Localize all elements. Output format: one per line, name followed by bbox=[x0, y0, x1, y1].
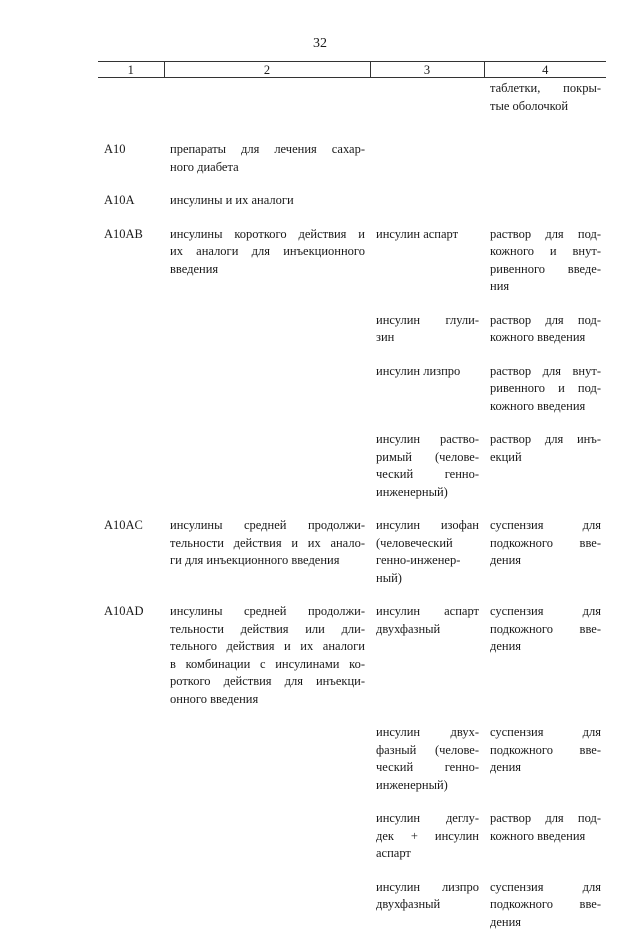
cell-line: кожного и внут- bbox=[490, 243, 601, 261]
cell-line: инсулин двух- bbox=[376, 724, 479, 742]
cell-line: дек + инсулин bbox=[376, 828, 479, 846]
dosage-form-cell bbox=[484, 501, 606, 587]
dosage-form-cell bbox=[484, 115, 606, 176]
cell-line: инсулин аспарт bbox=[376, 226, 479, 244]
cell-line: введения bbox=[170, 261, 365, 279]
drug-name-cell bbox=[370, 863, 484, 931]
cell-line: инженерный) bbox=[376, 484, 479, 502]
drug-name-cell bbox=[370, 347, 484, 416]
atc-code-cell bbox=[98, 347, 164, 416]
table-row bbox=[98, 708, 606, 794]
column-header-3: 3 bbox=[370, 62, 484, 78]
cell-line: дения bbox=[490, 638, 601, 656]
dosage-form-cell bbox=[484, 587, 606, 708]
cell-line: ный) bbox=[376, 570, 479, 588]
dosage-form-cell bbox=[484, 347, 606, 416]
table-row bbox=[98, 115, 606, 176]
table-row bbox=[98, 794, 606, 863]
cell-line: раствор для внут- bbox=[490, 363, 601, 381]
cell-line: в комбинации с инсулинами ко- bbox=[170, 656, 365, 674]
cell-line: инсулин деглу- bbox=[376, 810, 479, 828]
cell-line: раствор для под- bbox=[490, 226, 601, 244]
cell-line: препараты для лечения сахар- bbox=[170, 141, 365, 159]
table-row bbox=[98, 78, 606, 116]
dosage-form-cell bbox=[484, 708, 606, 794]
drug-name-cell bbox=[370, 210, 484, 296]
pharmacological-group-cell bbox=[164, 415, 370, 501]
pharmacological-group-cell bbox=[164, 708, 370, 794]
dosage-form-cell bbox=[484, 794, 606, 863]
column-header-1: 1 bbox=[98, 62, 164, 78]
dosage-form-cell bbox=[484, 415, 606, 501]
atc-code-cell bbox=[98, 708, 164, 794]
cell-line: кожного введения bbox=[490, 398, 601, 416]
pharmacological-group-cell bbox=[164, 176, 370, 210]
atc-code: A10AC bbox=[104, 518, 143, 532]
table-row bbox=[98, 210, 606, 296]
cell-line: ги для инъекционного введения bbox=[170, 552, 365, 570]
cell-line: инсулины средней продолжи- bbox=[170, 517, 365, 535]
drug-name-cell bbox=[370, 415, 484, 501]
cell-line: раствор для инъ- bbox=[490, 431, 601, 449]
table-row bbox=[98, 176, 606, 210]
atc-code-cell bbox=[98, 501, 164, 587]
atc-code-cell bbox=[98, 587, 164, 708]
drug-classification-table bbox=[98, 61, 606, 931]
cell-line: ческий генно- bbox=[376, 466, 479, 484]
table-row bbox=[98, 863, 606, 931]
cell-line: инсулин изофан bbox=[376, 517, 479, 535]
cell-line: их аналоги для инъекционного bbox=[170, 243, 365, 261]
table-row bbox=[98, 296, 606, 347]
atc-code: A10AB bbox=[104, 227, 143, 241]
cell-line: суспензия для bbox=[490, 603, 601, 621]
cell-line: суспензия для bbox=[490, 724, 601, 742]
pharmacological-group-cell bbox=[164, 115, 370, 176]
atc-code: A10AD bbox=[104, 604, 144, 618]
cell-line: роткого действия для инъекци- bbox=[170, 673, 365, 691]
atc-code-cell bbox=[98, 210, 164, 296]
cell-line: подкожного вве- bbox=[490, 621, 601, 639]
cell-line: инсулины и их аналоги bbox=[170, 192, 365, 210]
drug-name-cell bbox=[370, 501, 484, 587]
table-row bbox=[98, 347, 606, 416]
atc-code-cell bbox=[98, 415, 164, 501]
drug-name-cell bbox=[370, 115, 484, 176]
cell-line: инсулин лизпро bbox=[376, 879, 479, 897]
pharmacological-group-cell bbox=[164, 296, 370, 347]
cell-line: тые оболочкой bbox=[490, 98, 601, 116]
drug-name-cell bbox=[370, 794, 484, 863]
pharmacological-group-cell bbox=[164, 78, 370, 116]
cell-line: дения bbox=[490, 552, 601, 570]
cell-line: раствор для под- bbox=[490, 810, 601, 828]
cell-line: онного введения bbox=[170, 691, 365, 709]
table-row bbox=[98, 415, 606, 501]
cell-line: екций bbox=[490, 449, 601, 467]
cell-line: инженерный) bbox=[376, 777, 479, 795]
cell-line: раствор для под- bbox=[490, 312, 601, 330]
table-header-row bbox=[98, 62, 606, 78]
cell-line: дения bbox=[490, 759, 601, 777]
cell-line: ния bbox=[490, 278, 601, 296]
atc-code-cell bbox=[98, 794, 164, 863]
dosage-form-cell bbox=[484, 296, 606, 347]
atc-code: A10 bbox=[104, 142, 126, 156]
table-row bbox=[98, 501, 606, 587]
pharmacological-group-cell bbox=[164, 501, 370, 587]
cell-line: зин bbox=[376, 329, 479, 347]
cell-line: подкожного вве- bbox=[490, 742, 601, 760]
cell-line: аспарт bbox=[376, 845, 479, 863]
atc-code-cell bbox=[98, 176, 164, 210]
drug-name-cell bbox=[370, 296, 484, 347]
drug-name-cell bbox=[370, 78, 484, 116]
pharmacological-group-cell bbox=[164, 863, 370, 931]
pharmacological-group-cell bbox=[164, 587, 370, 708]
cell-line: кожного введения bbox=[490, 329, 601, 347]
cell-line: ного диабета bbox=[170, 159, 365, 177]
dosage-form-cell bbox=[484, 863, 606, 931]
cell-line: тельного действия и их аналоги bbox=[170, 638, 365, 656]
atc-code: A10A bbox=[104, 193, 135, 207]
atc-code-cell bbox=[98, 863, 164, 931]
column-header-2: 2 bbox=[164, 62, 370, 78]
page-number: 32 bbox=[0, 36, 640, 52]
pharmacological-group-cell bbox=[164, 210, 370, 296]
cell-line: подкожного вве- bbox=[490, 896, 601, 914]
cell-line: дения bbox=[490, 914, 601, 931]
cell-line: инсулин лизпро bbox=[376, 363, 479, 381]
atc-code-cell bbox=[98, 296, 164, 347]
cell-line: ривенного и под- bbox=[490, 380, 601, 398]
cell-line: инсулин раство- bbox=[376, 431, 479, 449]
cell-line: тельности действия и их анало- bbox=[170, 535, 365, 553]
cell-line: инсулины короткого действия и bbox=[170, 226, 365, 244]
cell-line: римый (челове- bbox=[376, 449, 479, 467]
cell-line: (человеческий bbox=[376, 535, 479, 553]
cell-line: суспензия для bbox=[490, 879, 601, 897]
cell-line: суспензия для bbox=[490, 517, 601, 535]
drug-name-cell bbox=[370, 708, 484, 794]
pharmacological-group-cell bbox=[164, 347, 370, 416]
atc-code-cell bbox=[98, 115, 164, 176]
cell-line: таблетки, покры- bbox=[490, 80, 601, 98]
table-body bbox=[98, 78, 606, 931]
dosage-form-cell bbox=[484, 78, 606, 116]
dosage-form-cell bbox=[484, 176, 606, 210]
cell-line: фазный (челове- bbox=[376, 742, 479, 760]
cell-line: инсулин глули- bbox=[376, 312, 479, 330]
cell-line: кожного введения bbox=[490, 828, 601, 846]
drug-name-cell bbox=[370, 176, 484, 210]
column-header-4: 4 bbox=[484, 62, 606, 78]
table-row bbox=[98, 587, 606, 708]
cell-line: двухфазный bbox=[376, 621, 479, 639]
cell-line: ческий генно- bbox=[376, 759, 479, 777]
cell-line: генно-инженер- bbox=[376, 552, 479, 570]
pharmacological-group-cell bbox=[164, 794, 370, 863]
cell-line: инсулин аспарт bbox=[376, 603, 479, 621]
drug-name-cell bbox=[370, 587, 484, 708]
atc-code-cell bbox=[98, 78, 164, 116]
cell-line: инсулины средней продолжи- bbox=[170, 603, 365, 621]
dosage-form-cell bbox=[484, 210, 606, 296]
cell-line: тельности действия или дли- bbox=[170, 621, 365, 639]
cell-line: ривенного введе- bbox=[490, 261, 601, 279]
cell-line: двухфазный bbox=[376, 896, 479, 914]
cell-line: подкожного вве- bbox=[490, 535, 601, 553]
